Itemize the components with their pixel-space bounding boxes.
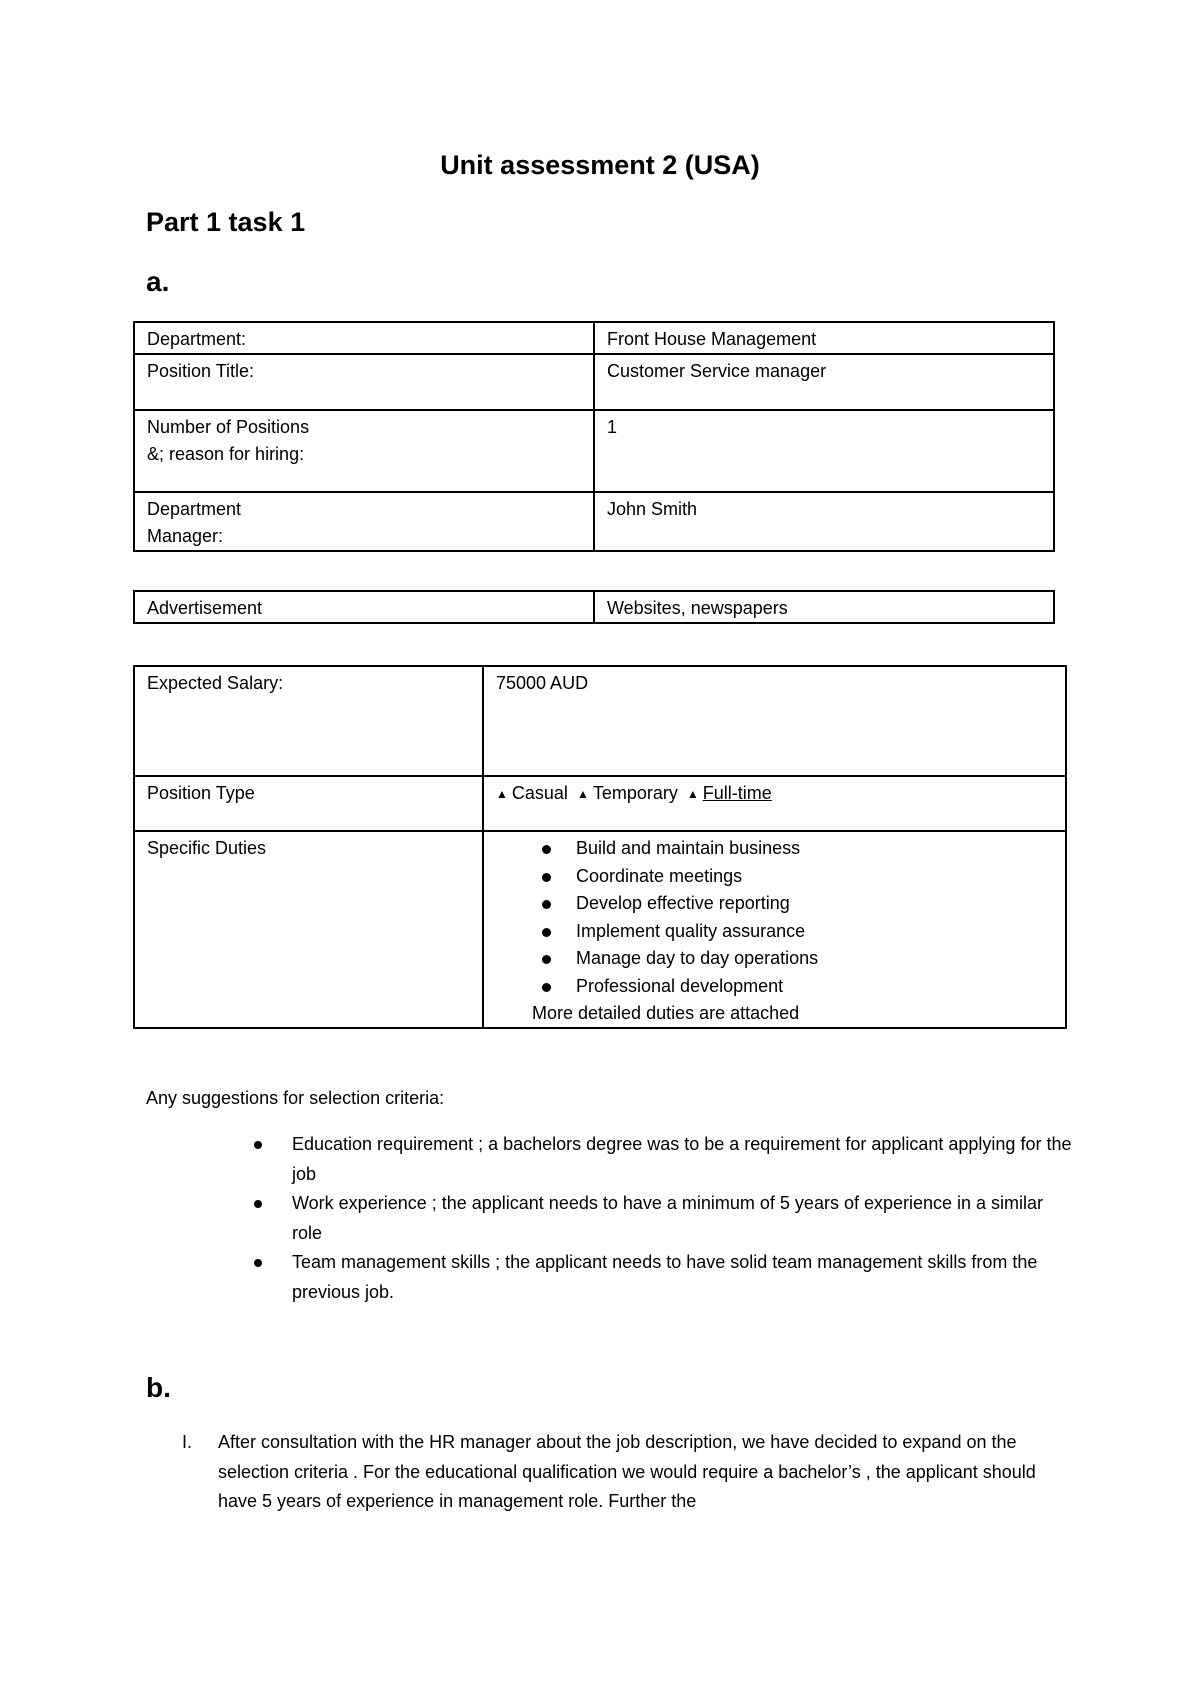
list-item: Team management skills ; the applicant needs to have solid team management skills from the previous job. — [252, 1248, 1072, 1307]
salary-duties-table — [133, 665, 1067, 1029]
section-b-heading: b. — [146, 1372, 171, 1403]
triangle-icon: ▲ — [686, 787, 699, 801]
position-details-table — [133, 321, 1055, 552]
position-type-options — [483, 776, 1066, 831]
table-row — [134, 354, 1054, 410]
number-of-positions-value: 1 — [594, 410, 1054, 492]
department-manager-label: Department Manager: — [134, 492, 594, 551]
table-row — [134, 410, 1054, 492]
paragraph-text: After consultation with the HR manager about the job description, we have decided to expand on the selection criteria . For the educational qualification we would require a bachelor’s , the applicant should have 5 years of experience in management role. Further the — [218, 1432, 1036, 1511]
department-label: Department: — [134, 322, 594, 354]
list-item: Education requirement ; a bachelors degree was to be a requirement for applicant applying for the job — [252, 1130, 1072, 1189]
expected-salary-value: 75000 AUD — [483, 666, 1066, 776]
table-row — [134, 492, 1054, 551]
section-a-heading: a. — [146, 266, 170, 297]
triangle-icon: ▲ — [496, 787, 508, 801]
number-of-positions-label: Number of Positions &; reason for hiring: — [134, 410, 594, 492]
list-item: Coordinate meetings — [536, 863, 1055, 891]
position-title-value: Customer Service manager — [594, 354, 1054, 410]
part-b-paragraph — [182, 1428, 1062, 1517]
expected-salary-label: Expected Salary: — [134, 666, 483, 776]
advertisement-table — [133, 590, 1055, 624]
specific-duties-cell — [483, 831, 1066, 1028]
duties-list — [496, 835, 1055, 1000]
document-title: Unit assessment 2 (USA) — [440, 150, 760, 180]
triangle-icon: ▲ — [576, 787, 589, 801]
table-row — [134, 776, 1066, 831]
list-numeral: I. — [182, 1432, 193, 1452]
advertisement-label: Advertisement — [134, 591, 594, 623]
position-type-label: Position Type — [134, 776, 483, 831]
advertisement-value: Websites, newspapers — [594, 591, 1054, 623]
position-type-casual[interactable]: ▲ Casual — [496, 780, 568, 808]
table-row — [134, 322, 1054, 354]
list-item: Professional development — [536, 973, 1055, 1001]
criteria-list — [252, 1130, 1072, 1307]
department-value: Front House Management — [594, 322, 1054, 354]
duties-note: More detailed duties are attached — [532, 1003, 800, 1023]
list-item: Implement quality assurance — [536, 918, 1055, 946]
department-manager-value: John Smith — [594, 492, 1054, 551]
list-item: Build and maintain business — [536, 835, 1055, 863]
criteria-heading: Any suggestions for selection criteria: — [146, 1088, 445, 1108]
list-item: Manage day to day operations — [536, 945, 1055, 973]
position-type-temporary[interactable]: ▲ Temporary — [577, 780, 678, 808]
list-item: Develop effective reporting — [536, 890, 1055, 918]
table-row — [134, 831, 1066, 1028]
table-row — [134, 591, 1054, 623]
list-item: Work experience ; the applicant needs to have a minimum of 5 years of experience in a similar role — [252, 1189, 1072, 1248]
specific-duties-label: Specific Duties — [134, 831, 483, 1028]
position-title-label: Position Title: — [134, 354, 594, 410]
table-row — [134, 666, 1066, 776]
part-heading: Part 1 task 1 — [146, 207, 306, 237]
position-type-full-time[interactable]: ▲ Full-time — [687, 780, 772, 808]
